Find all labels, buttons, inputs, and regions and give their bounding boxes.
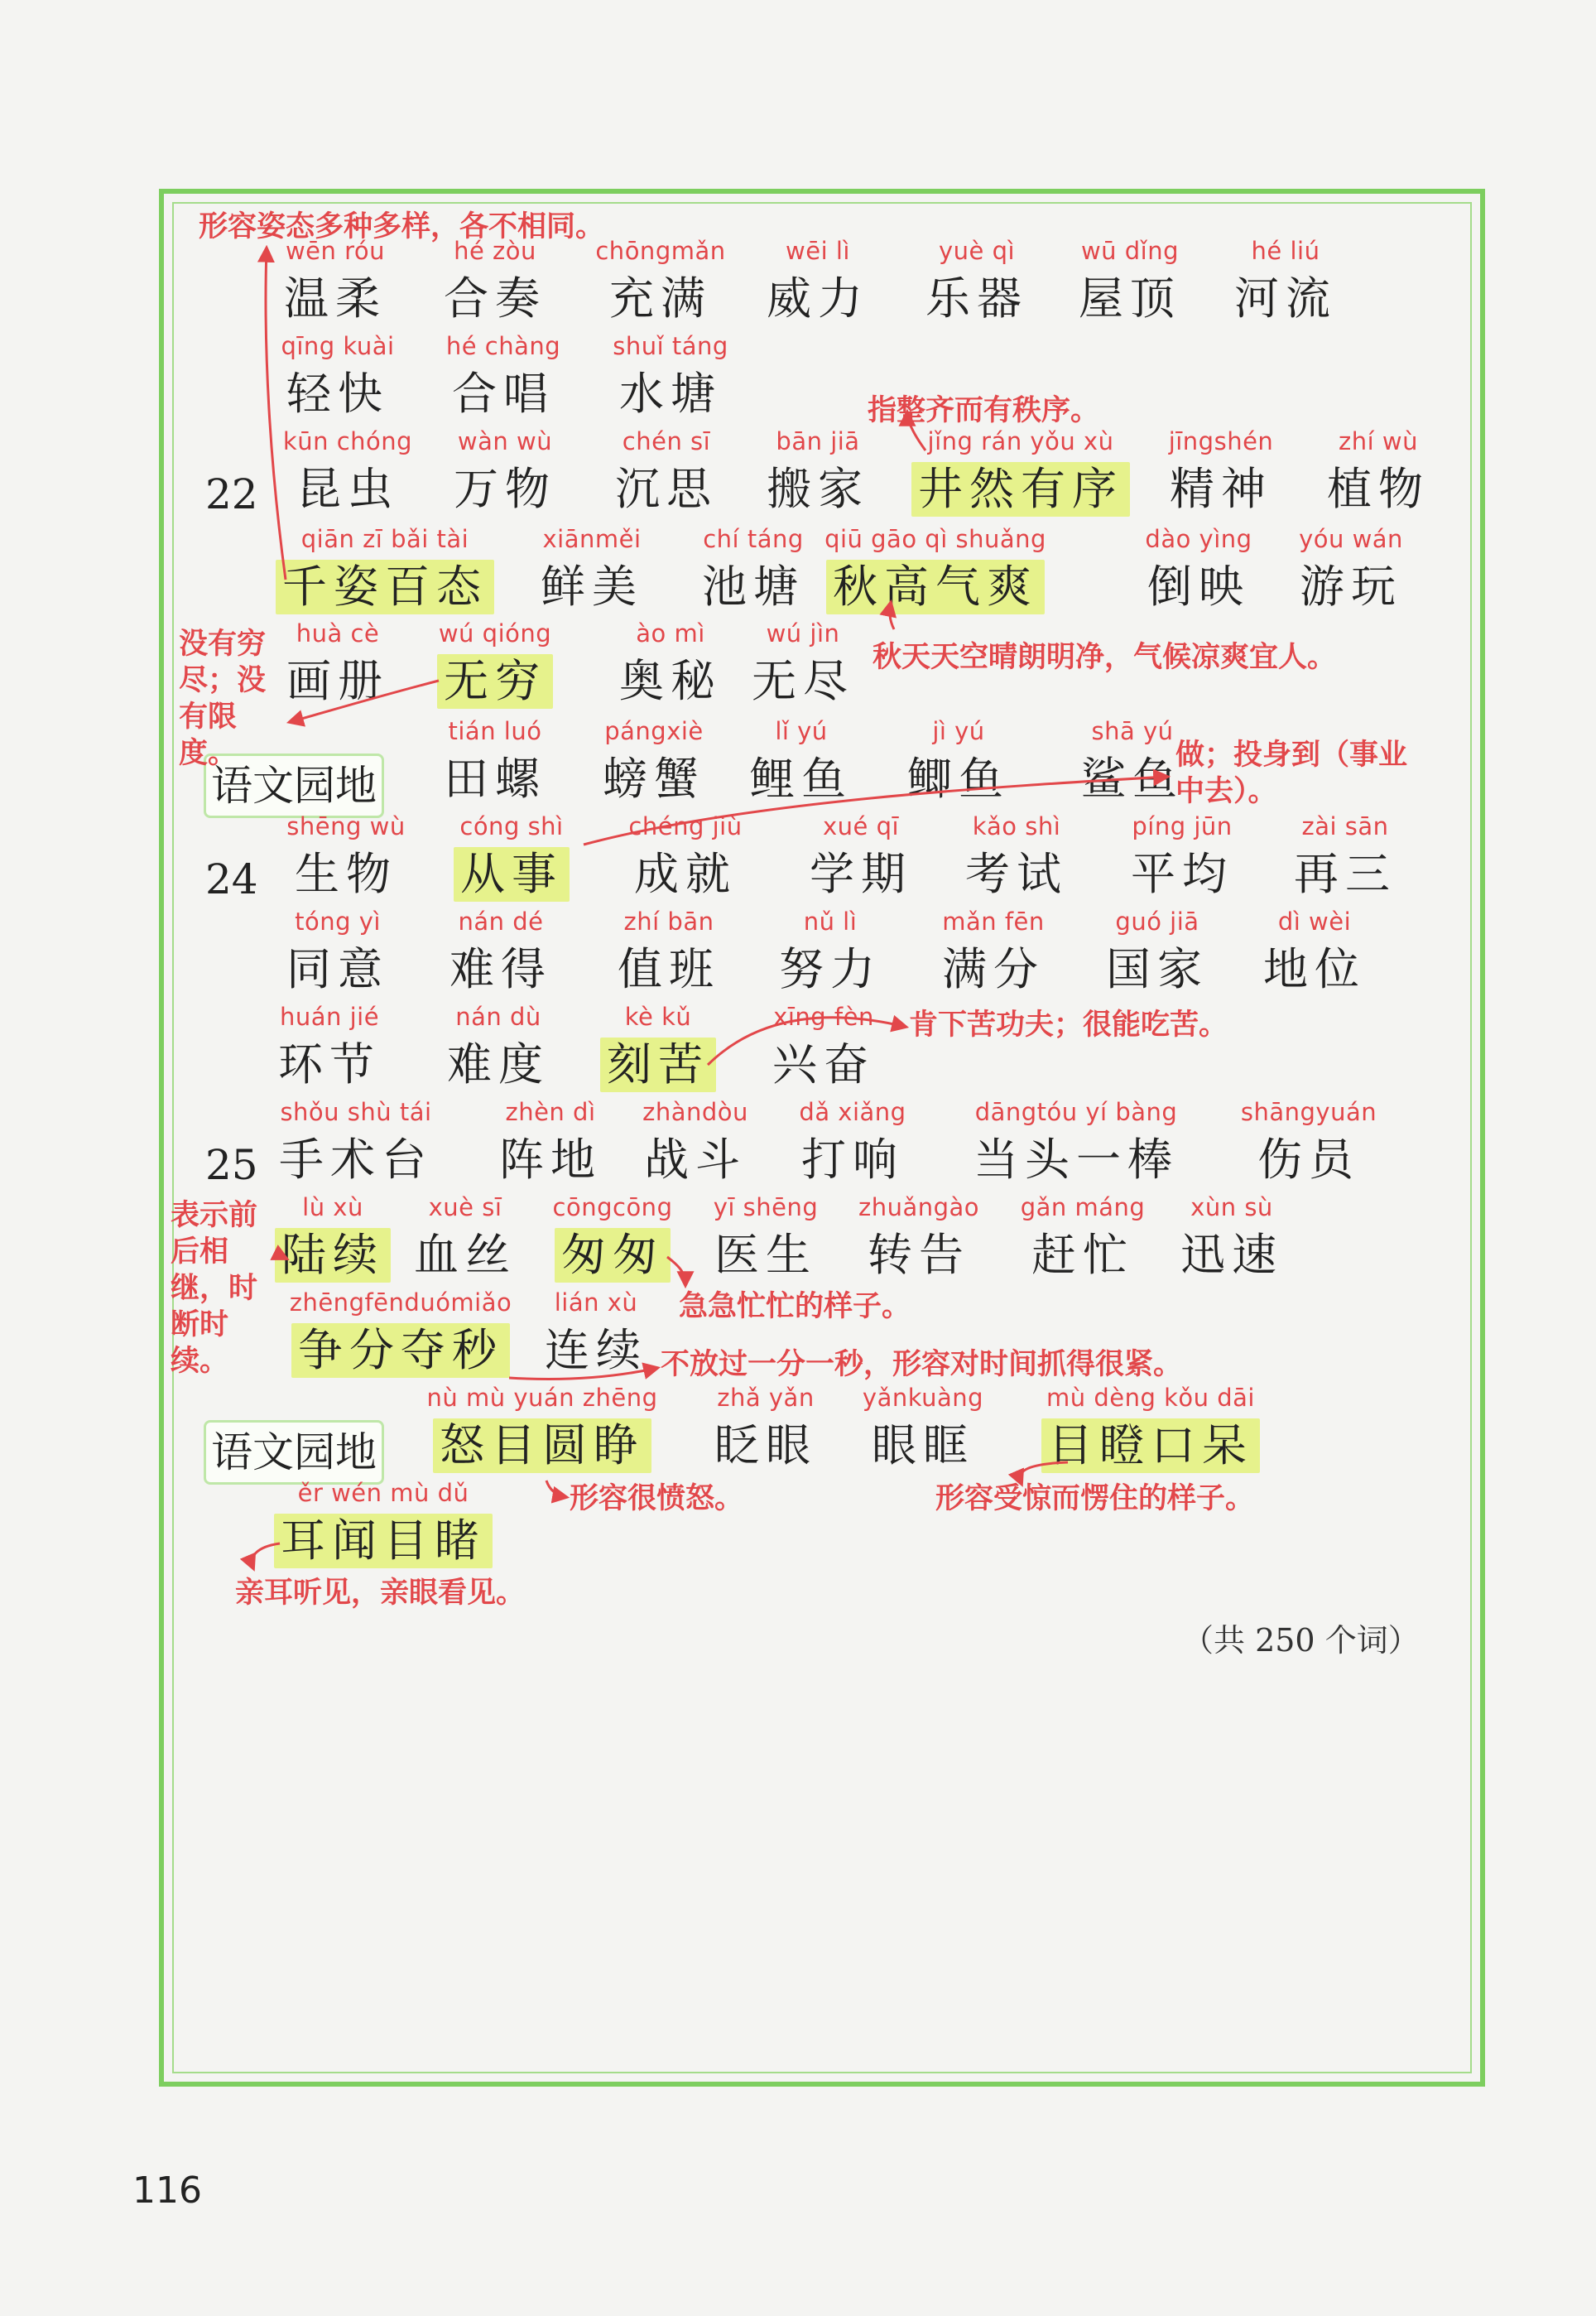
word-pinyin: xùn sù <box>1190 1193 1273 1221</box>
word-pinyin: kǎo shì <box>972 812 1061 840</box>
word-pinyin: huán jié <box>279 1003 380 1031</box>
word-pinyin: zhǎ yǎn <box>717 1384 815 1412</box>
word: 阵地 <box>499 1134 602 1186</box>
word-pinyin: lǐ yú <box>775 717 828 745</box>
arrow-congcong <box>667 1257 685 1285</box>
note-mudeng: 形容受惊而愣住的样子。 <box>935 1482 1255 1515</box>
word: 国家 <box>1106 943 1209 995</box>
word: 难得 <box>449 943 552 995</box>
word: 乐器 <box>925 272 1028 325</box>
word: 河流 <box>1234 272 1337 325</box>
word: 地位 <box>1263 943 1366 995</box>
lesson-number: 24 <box>205 855 258 903</box>
total-word-count: （共 250 个词） <box>1182 1622 1420 1659</box>
word-pinyin: zhí bān <box>623 908 714 936</box>
word: 生物 <box>295 848 397 900</box>
word: 眨眼 <box>714 1419 817 1471</box>
word-pinyin: yǎnkuàng <box>862 1384 984 1412</box>
word-pinyin: yī shēng <box>713 1193 819 1221</box>
word: 眼眶 <box>872 1419 974 1471</box>
word: 同意 <box>286 943 389 995</box>
word-pinyin: zhuǎngào <box>858 1193 980 1221</box>
word: 轻快 <box>286 368 389 420</box>
word-pinyin: lián xù <box>554 1288 638 1317</box>
word-pinyin: hé liú <box>1251 237 1320 265</box>
arrow-erwen <box>252 1543 280 1568</box>
word: 难度 <box>447 1038 550 1091</box>
word-pinyin: lù xù <box>302 1193 363 1221</box>
word: 奥秘 <box>619 655 722 707</box>
word: 水塘 <box>619 368 722 420</box>
word: 田螺 <box>444 753 546 805</box>
arrow-congshi <box>584 777 1167 845</box>
word: 池塘 <box>702 561 805 613</box>
word: 兴奋 <box>772 1038 875 1091</box>
word-pinyin: zhí wù <box>1339 427 1418 455</box>
note-qianzi: 形容姿态多种多样，各不相同。 <box>199 210 605 243</box>
word-pinyin: huà cè <box>296 619 380 648</box>
word: 伤员 <box>1257 1134 1360 1186</box>
word: 再三 <box>1294 848 1396 900</box>
word-pinyin: shǒu shù tái <box>280 1098 432 1126</box>
word: 万物 <box>454 463 556 515</box>
highlighted-word: 井然有序 <box>911 462 1130 517</box>
highlighted-word: 刻苦 <box>600 1038 716 1092</box>
word-pinyin: yóu wán <box>1299 525 1403 553</box>
word: 努力 <box>779 943 882 995</box>
word-pinyin: shēng wù <box>286 812 406 840</box>
word-pinyin: dǎ xiǎng <box>799 1098 906 1126</box>
word-pinyin: zhèn dì <box>505 1098 596 1126</box>
highlighted-word: 千姿百态 <box>276 560 494 614</box>
word-pinyin: wēi lì <box>786 237 850 265</box>
highlighted-word: 目瞪口呆 <box>1041 1418 1260 1473</box>
note-keku: 肯下苦功夫；很能吃苦。 <box>909 1009 1228 1042</box>
word-pinyin: shāngyuán <box>1240 1098 1377 1126</box>
word-pinyin: zhēngfēnduómiǎo <box>289 1288 512 1317</box>
word: 值班 <box>618 943 720 995</box>
page-number: 116 <box>132 2169 202 2212</box>
word: 赶忙 <box>1031 1229 1134 1281</box>
word-pinyin: ěr wén mù dǔ <box>297 1479 469 1507</box>
word: 无尽 <box>752 655 854 707</box>
word-pinyin: chén sī <box>622 427 711 455</box>
word-pinyin: tóng yì <box>295 908 381 936</box>
word-pinyin: yuè qì <box>938 237 1016 265</box>
word: 成就 <box>634 848 737 900</box>
word: 转告 <box>868 1229 970 1281</box>
arrow-jingran <box>907 412 925 450</box>
word: 精神 <box>1170 463 1272 515</box>
word-pinyin: mù dèng kǒu dāi <box>1046 1384 1255 1412</box>
word-pinyin: jīngshén <box>1168 427 1274 455</box>
word-pinyin: qiān zī bǎi tài <box>300 525 469 553</box>
word-pinyin: bān jiā <box>776 427 860 455</box>
note-qiugao: 秋天天空晴朗明净，气候凉爽宜人。 <box>873 641 1337 674</box>
word-pinyin: wēn róu <box>285 237 386 265</box>
word-pinyin: dì wèi <box>1277 908 1352 936</box>
arrow-wuqiong <box>290 681 439 722</box>
word: 战斗 <box>644 1134 747 1186</box>
word: 血丝 <box>414 1229 517 1281</box>
note-congshi: 做；投身到（事业中去）。 <box>1175 739 1408 808</box>
note-wuqiong: 没有穷尽；没有限度。 <box>179 628 267 770</box>
note-jingran: 指整齐而有秩序。 <box>868 394 1100 427</box>
word: 搬家 <box>767 463 869 515</box>
word: 合奏 <box>444 272 546 325</box>
word: 倒映 <box>1147 561 1250 613</box>
lesson-number: 22 <box>205 470 258 518</box>
word-pinyin: dāngtóu yí bàng <box>974 1098 1178 1126</box>
word-pinyin: chéng jiù <box>628 812 743 840</box>
word-pinyin: cōngcōng <box>552 1193 673 1221</box>
word-pinyin: shā yú <box>1091 717 1174 745</box>
word: 沉思 <box>615 463 718 515</box>
word: 螃蟹 <box>603 753 705 805</box>
highlighted-word: 从事 <box>454 847 570 902</box>
word: 充满 <box>609 272 712 325</box>
arrow-luxu <box>278 1249 286 1259</box>
highlighted-word: 争分夺秒 <box>291 1323 510 1378</box>
note-zhengfen: 不放过一分一秒，形容对时间抓得很紧。 <box>661 1348 1183 1381</box>
word-pinyin: nù mù yuán zhēng <box>426 1384 658 1412</box>
word-pinyin: shuǐ táng <box>613 332 728 360</box>
word: 合唱 <box>452 368 555 420</box>
word: 平均 <box>1131 848 1233 900</box>
arrow-keku <box>708 1018 906 1065</box>
word-pinyin: chí táng <box>703 525 804 553</box>
note-congcong: 急急忙忙的样子。 <box>679 1290 911 1323</box>
word: 环节 <box>278 1038 381 1091</box>
word-pinyin: xuè sī <box>428 1193 502 1221</box>
arrow-zhengfen <box>509 1368 657 1379</box>
note-numu: 形容很愤怒。 <box>570 1482 744 1515</box>
word: 医生 <box>714 1229 817 1281</box>
word-pinyin: ào mì <box>636 619 705 648</box>
word-pinyin: jǐng rán yǒu xù <box>927 427 1114 455</box>
word: 鲫鱼 <box>907 753 1010 805</box>
word-pinyin: qīng kuài <box>281 332 395 360</box>
highlighted-word: 陆续 <box>275 1228 391 1283</box>
note-luxu: 表示前后相继，时断时续。 <box>171 1199 258 1378</box>
language-garden-label: 语文园地 <box>204 754 384 818</box>
word-pinyin: wū dǐng <box>1080 237 1180 265</box>
arrow-qianzi <box>266 248 286 580</box>
word-pinyin: nǔ lì <box>803 908 858 936</box>
word-pinyin: xīng fèn <box>773 1003 874 1031</box>
highlighted-word: 无穷 <box>437 654 553 709</box>
word: 鲨鱼 <box>1081 753 1184 805</box>
highlighted-word: 匆匆 <box>555 1228 671 1283</box>
highlighted-word: 耳闻目睹 <box>274 1514 493 1568</box>
word-pinyin: wú jìn <box>766 619 840 648</box>
word-pinyin: zài sān <box>1301 812 1389 840</box>
word-pinyin: cóng shì <box>459 812 564 840</box>
note-erwen: 亲耳听见，亲眼看见。 <box>235 1577 526 1610</box>
word: 鲜美 <box>541 561 643 613</box>
word-pinyin: nán dù <box>455 1003 541 1031</box>
word-pinyin: píng jūn <box>1132 812 1233 840</box>
word: 鲤鱼 <box>750 753 853 805</box>
word: 画册 <box>286 655 389 707</box>
word-pinyin: pángxiè <box>604 717 704 745</box>
word: 满分 <box>942 943 1045 995</box>
word-pinyin: kūn chóng <box>282 427 413 455</box>
word-pinyin: nán dé <box>458 908 544 936</box>
lesson-number: 25 <box>205 1141 258 1189</box>
word-pinyin: hé zòu <box>454 237 536 265</box>
arrow-mudeng <box>1020 1462 1068 1484</box>
word-pinyin: chōngmǎn <box>595 237 726 265</box>
word-pinyin: zhàndòu <box>642 1098 748 1126</box>
word-pinyin: xiānměi <box>542 525 642 553</box>
word: 连续 <box>545 1324 647 1376</box>
highlighted-word: 怒目圆睁 <box>433 1418 651 1473</box>
word-pinyin: kè kǔ <box>624 1003 692 1031</box>
word-pinyin: xué qī <box>822 812 900 840</box>
word: 考试 <box>965 848 1068 900</box>
highlighted-word: 秋高气爽 <box>826 560 1045 614</box>
arrow-qiugao <box>890 603 894 629</box>
word: 当头一棒 <box>973 1134 1179 1186</box>
word-pinyin: jì yú <box>932 717 985 745</box>
word-pinyin: gǎn máng <box>1020 1193 1146 1221</box>
language-garden-label: 语文园地 <box>204 1420 384 1485</box>
word: 迅速 <box>1180 1229 1283 1281</box>
word-pinyin: guó jiā <box>1115 908 1199 936</box>
word-pinyin: hé chàng <box>445 332 561 360</box>
word: 打响 <box>801 1134 904 1186</box>
word-pinyin: wú qióng <box>438 619 552 648</box>
word: 威力 <box>767 272 869 325</box>
word-pinyin: wàn wù <box>457 427 553 455</box>
word: 温柔 <box>284 272 387 325</box>
word: 手术台 <box>279 1134 433 1186</box>
word-pinyin: dào yìng <box>1145 525 1252 553</box>
arrow-numu <box>546 1481 566 1497</box>
word-pinyin: mǎn fēn <box>942 908 1045 936</box>
word: 屋顶 <box>1079 272 1181 325</box>
word: 植物 <box>1327 463 1430 515</box>
word: 游玩 <box>1300 561 1402 613</box>
word: 学期 <box>810 848 912 900</box>
word-pinyin: qiū gāo qì shuǎng <box>824 525 1046 553</box>
word-pinyin: tián luó <box>448 717 542 745</box>
word: 昆虫 <box>296 463 399 515</box>
